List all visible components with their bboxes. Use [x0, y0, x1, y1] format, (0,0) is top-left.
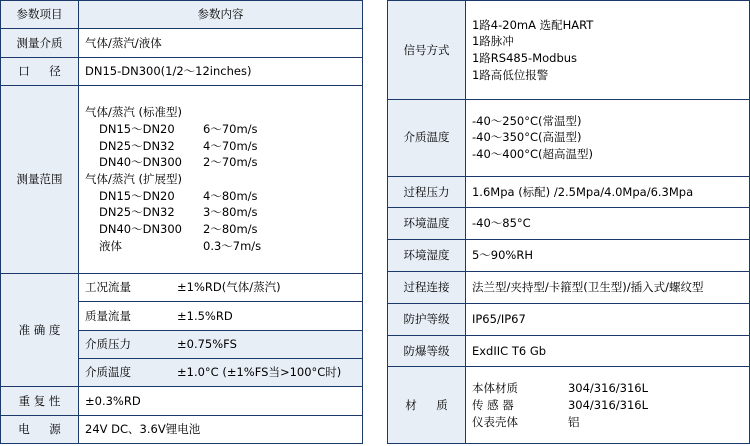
table-row-repeatability — [1, 387, 363, 415]
row-label-explosion-class: 防爆等级 — [387, 335, 465, 367]
medium-temp-line: -40～350°C(高温型) — [471, 130, 582, 145]
header-param-content: 参数内容 — [79, 1, 363, 29]
range-line — [85, 221, 356, 238]
row-label-material: 材 质 — [387, 367, 465, 444]
table-row-range — [1, 85, 363, 273]
row-value-range — [79, 85, 363, 273]
table-row-ambient-humidity — [387, 240, 749, 272]
range-group-standard: 气体/蒸汽 (标准型) — [85, 105, 183, 120]
material-key: 仪表壳体 — [471, 414, 518, 429]
range-val: 4～80m/s — [203, 188, 258, 203]
row-label-signal: 信号方式 — [387, 1, 465, 100]
material-key: 本体材质 — [471, 381, 518, 396]
header-param-item: 参数项目 — [1, 1, 79, 29]
material-line — [472, 397, 743, 414]
row-label-ambient-humidity: 环境湿度 — [387, 240, 465, 272]
row-label-medium-temp: 介质温度 — [387, 99, 465, 176]
row-value-diameter: DN15-DN300(1/2～12inches) — [79, 57, 363, 85]
row-value-process-connection: 法兰型/夹持型/卡箍型(卫生型)/插入式/螺纹型 — [465, 271, 749, 303]
row-value-protection-class: IP65/IP67 — [465, 303, 749, 335]
range-key: DN25～DN32 — [99, 205, 175, 220]
row-label-process-pressure: 过程压力 — [387, 176, 465, 208]
accuracy-val: ±0.75%FS — [177, 336, 237, 351]
range-line — [85, 121, 356, 138]
range-val: 4～70m/s — [203, 138, 258, 153]
range-key: 液体 — [99, 238, 122, 253]
accuracy-medium-pressure — [79, 330, 363, 358]
material-val: 铝 — [567, 414, 580, 429]
table-row-medium — [1, 29, 363, 57]
accuracy-key: 介质压力 — [85, 336, 131, 351]
right-spec-table — [387, 0, 750, 444]
accuracy-val: ±1.5%RD — [177, 308, 233, 323]
accuracy-working-flow — [79, 273, 363, 301]
signal-line: 1路脉冲 — [471, 34, 514, 49]
range-val: 0.3～7m/s — [203, 238, 262, 253]
range-line — [85, 204, 356, 221]
accuracy-key: 质量流量 — [85, 308, 131, 323]
row-value-ambient-temp: -40～85°C — [465, 208, 749, 240]
medium-temp-line: -40～400°C(超高温型) — [471, 147, 593, 162]
table-row-process-connection — [387, 271, 749, 303]
row-label-repeatability: 重 复 性 — [1, 387, 79, 415]
row-value-repeatability: ±0.3%RD — [79, 387, 363, 415]
range-key: DN40～DN300 — [99, 222, 182, 237]
table-row-material — [387, 367, 749, 444]
material-line — [472, 414, 743, 431]
row-label-protection-class: 防护等级 — [387, 303, 465, 335]
row-label-range: 测量范围 — [1, 85, 79, 273]
accuracy-mass-flow — [79, 302, 363, 330]
accuracy-val: ±1.0°C (±1%FS当>100°C时) — [177, 365, 342, 380]
table-row-diameter — [1, 57, 363, 85]
row-label-ambient-temp: 环境温度 — [387, 208, 465, 240]
range-group-extended: 气体/蒸汽 (扩展型) — [85, 172, 183, 187]
row-label-accuracy: 准 确 度 — [1, 273, 79, 386]
row-value-process-pressure: 1.6Mpa (标配) /2.5Mpa/4.0Mpa/6.3Mpa — [465, 176, 749, 208]
range-key: DN15～DN20 — [99, 188, 175, 203]
table-header-row — [1, 1, 363, 29]
range-line — [85, 154, 356, 171]
column-gap — [373, 0, 377, 446]
material-val: 304/316/316L — [567, 397, 648, 412]
range-val: 2～70m/s — [203, 155, 258, 170]
table-row-accuracy-1 — [1, 273, 363, 301]
accuracy-key: 介质温度 — [85, 365, 131, 380]
range-val: 2～80m/s — [203, 222, 258, 237]
table-row-process-pressure — [387, 176, 749, 208]
material-key: 传 感 器 — [471, 397, 514, 412]
row-label-power: 电 源 — [1, 415, 79, 443]
medium-temp-line: -40～250°C(常温型) — [471, 113, 582, 128]
row-label-process-connection: 过程连接 — [387, 271, 465, 303]
left-spec-table — [0, 0, 363, 444]
accuracy-key: 工况流量 — [85, 280, 131, 295]
material-line — [472, 380, 743, 397]
row-value-ambient-humidity: 5～90%RH — [465, 240, 749, 272]
range-val: 6～70m/s — [203, 122, 258, 137]
row-value-explosion-class: ExdIIC T6 Gb — [465, 335, 749, 367]
table-row-protection-class — [387, 303, 749, 335]
signal-line: 1路高低位报警 — [471, 67, 549, 82]
range-line — [85, 188, 356, 205]
row-value-power: 24V DC、3.6V锂电池 — [79, 415, 363, 443]
accuracy-val: ±1%RD(气体/蒸汽) — [177, 280, 281, 295]
range-key: DN25～DN32 — [99, 138, 175, 153]
range-val: 3～80m/s — [203, 205, 258, 220]
table-row-signal — [387, 1, 749, 100]
range-line — [85, 138, 356, 155]
row-value-signal — [465, 1, 749, 100]
range-key: DN15～DN20 — [99, 122, 175, 137]
signal-line: 1路4-20mA 选配HART — [471, 17, 594, 32]
range-key: DN40～DN300 — [99, 155, 182, 170]
row-value-medium-temp — [465, 99, 749, 176]
table-row-medium-temp — [387, 99, 749, 176]
row-label-medium: 测量介质 — [1, 29, 79, 57]
row-label-diameter: 口 径 — [1, 57, 79, 85]
row-value-medium: 气体/蒸汽/液体 — [79, 29, 363, 57]
row-value-material — [465, 367, 749, 444]
table-row-power — [1, 415, 363, 443]
signal-line: 1路RS485-Modbus — [471, 50, 578, 65]
accuracy-medium-temp — [79, 358, 363, 386]
table-row-ambient-temp — [387, 208, 749, 240]
range-line-liquid — [85, 238, 356, 255]
material-val: 304/316/316L — [567, 381, 648, 396]
table-row-explosion-class — [387, 335, 749, 367]
